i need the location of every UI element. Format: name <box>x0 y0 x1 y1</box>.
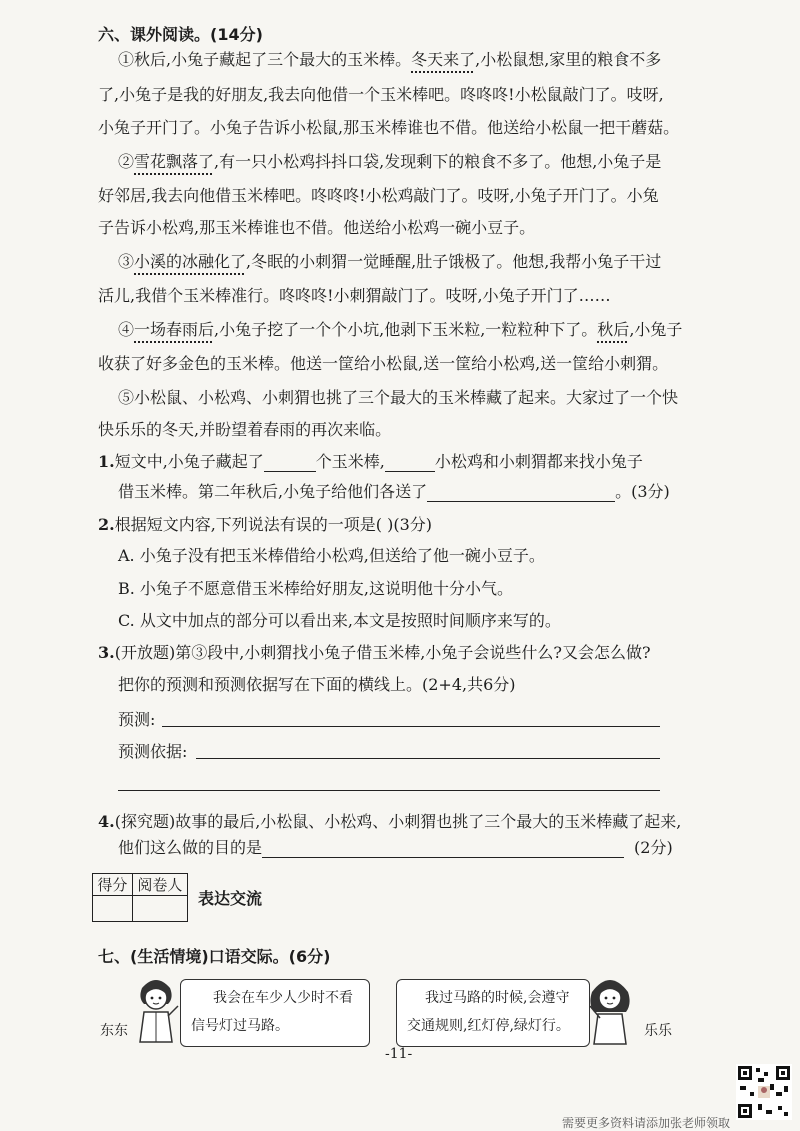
p3-line1: ③小溪的冰融化了,冬眠的小刺猬一觉睡醒,肚子饿极了。他想,我帮小兔子干过 <box>118 252 662 271</box>
q2-option-c: C. 从文中加点的部分可以看出来,本文是按照时间顺序来写的。 <box>118 611 561 630</box>
q1-blank-2[interactable] <box>385 455 435 472</box>
q1-blank-1[interactable] <box>264 455 316 472</box>
question-4-line2: 他们这么做的目的是 (2分) <box>118 838 673 857</box>
q3-basis-line-2[interactable] <box>118 790 660 791</box>
footer-note: 需要更多资料请添加张老师领取 <box>562 1116 731 1130</box>
score-cell[interactable] <box>93 896 133 922</box>
score-label: 得分 <box>93 874 133 896</box>
dongdong-speech-bubble <box>180 979 370 1047</box>
p1-line2: 了,小兔子是我的好朋友,我去向他借一个玉米棒吧。咚咚咚!小松鼠敲门了。吱呀, <box>98 85 664 104</box>
lele-speech-line2: 交通规则,红灯停,绿灯行。 <box>407 1018 570 1034</box>
q3-basis-line[interactable] <box>196 758 660 759</box>
lele-figure <box>580 970 640 1046</box>
p4-line1: ④一场春雨后,小兔子挖了一个个小坑,他剥下玉米粒,一粒粒种下了。秋后,小兔子 <box>118 320 683 339</box>
page-number: -11- <box>385 1046 413 1062</box>
reviewer-label: 阅卷人 <box>132 874 187 896</box>
question-2-stem: 2.根据短文内容,下列说法有误的一项是( )(3分) <box>98 515 433 534</box>
dongdong-figure <box>128 972 184 1044</box>
section-7-title: 七、(生活情境)口语交际。(6分) <box>98 947 331 966</box>
q2-option-a: A. 小兔子没有把玉米棒借给小松鸡,但送给了他一碗小豆子。 <box>118 546 545 565</box>
question-3-line1: 3.(开放题)第③段中,小刺猬找小兔子借玉米棒,小兔子会说些什么?又会怎么做? <box>98 643 651 662</box>
section-6-title: 六、课外阅读。(14分) <box>98 25 263 44</box>
q2-option-b: B. 小兔子不愿意借玉米棒给好朋友,这说明他十分小气。 <box>118 579 514 598</box>
p5-line2: 快乐乐的冬天,并盼望着春雨的再次来临。 <box>98 420 392 439</box>
question-1-line1: 1.短文中,小兔子藏起了 个玉米棒, 小松鸡和小刺猬都来找小兔子 <box>98 452 643 471</box>
dongdong-speech-line1: 我会在车少人少时不看 <box>213 990 353 1006</box>
expression-heading: 表达交流 <box>198 889 263 908</box>
lele-speech-line1: 我过马路的时候,会遵守 <box>425 990 570 1006</box>
dongdong-name: 东东 <box>100 1023 128 1039</box>
q4-blank[interactable] <box>262 841 624 858</box>
dongdong-speech-line2: 信号灯过马路。 <box>191 1018 289 1034</box>
p5-line1: ⑤小松鼠、小松鸡、小刺猬也挑了三个最大的玉米棒藏了起来。大家过了一个快 <box>118 388 679 407</box>
question-3-line2: 把你的预测和预测依据写在下面的横线上。(2+4,共6分) <box>118 675 516 694</box>
p1-line3: 小兔子开门了。小兔子告诉小松鼠,那玉米棒谁也不借。他送给小松鼠一把干蘑菇。 <box>98 118 680 137</box>
qr-code-icon[interactable] <box>736 1064 792 1120</box>
q1-blank-3[interactable] <box>427 485 615 502</box>
score-box <box>92 873 188 922</box>
p2-line2: 好邻居,我去向他借玉米棒吧。咚咚咚!小松鸡敲门了。吱呀,小兔子开门了。小兔 <box>98 186 659 205</box>
lele-speech-bubble <box>396 979 590 1047</box>
q3-prediction-line[interactable] <box>162 726 660 727</box>
p3-line2: 活儿,我借个玉米棒准行。咚咚咚!小刺猬敲门了。吱呀,小兔子开门了…… <box>98 286 611 305</box>
q3-prediction-label: 预测: <box>118 710 156 729</box>
q3-basis-label: 预测依据: <box>118 742 188 761</box>
p2-line1: ②雪花飘落了,有一只小松鸡抖抖口袋,发现剩下的粮食不多了。他想,小兔子是 <box>118 152 662 171</box>
p4-line2: 收获了好多金色的玉米棒。他送一筐给小松鼠,送一筐给小松鸡,送一筐给小刺猬。 <box>98 354 669 373</box>
reviewer-cell[interactable] <box>132 896 187 922</box>
question-4-line1: 4.(探究题)故事的最后,小松鼠、小松鸡、小刺猬也挑了三个最大的玉米棒藏了起来, <box>98 812 682 831</box>
p1-line1: ①秋后,小兔子藏起了三个最大的玉米棒。冬天来了,小松鼠想,家里的粮食不多 <box>118 50 662 69</box>
lele-name: 乐乐 <box>644 1023 672 1039</box>
p2-line3: 子告诉小松鸡,那玉米棒谁也不借。他送给小松鸡一碗小豆子。 <box>98 218 536 237</box>
question-1-line2: 借玉米棒。第二年秋后,小兔子给他们各送了 。(3分) <box>118 482 670 501</box>
